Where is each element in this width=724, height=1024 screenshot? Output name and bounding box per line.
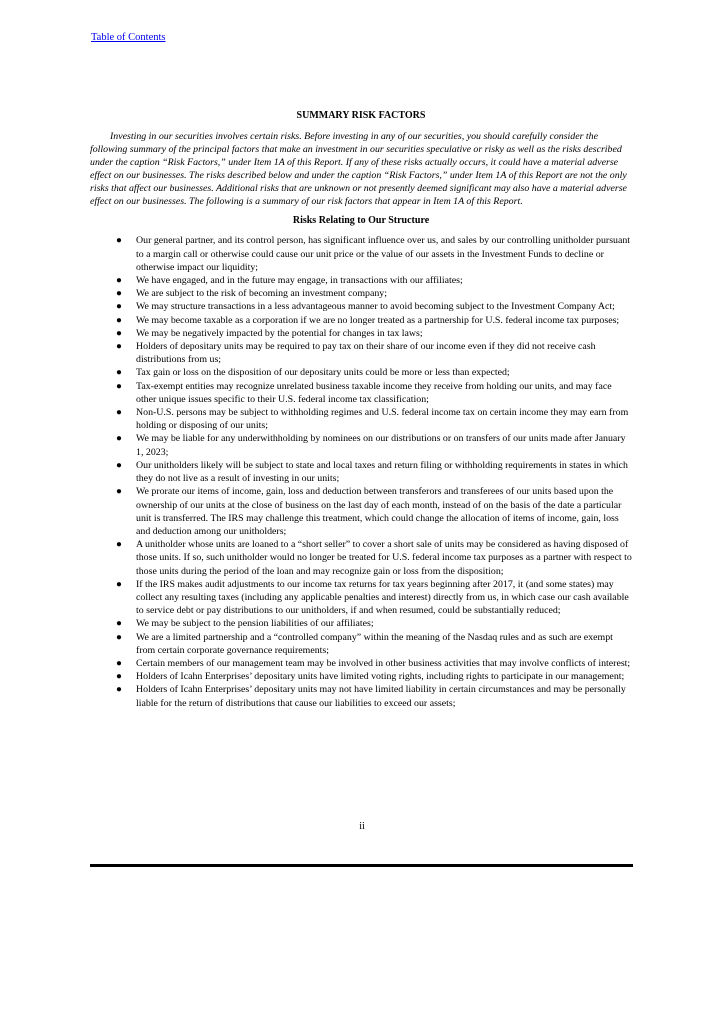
risk-text: We may be liable for any underwithholding by nominees on our distributions or on transfers of our units made after January 1, 2023;: [136, 433, 626, 458]
bullet-icon: ●: [116, 539, 122, 551]
risk-item: [90, 670, 632, 683]
risk-text: Tax gain or loss on the disposition of our depositary units could be more or less than expected;: [136, 367, 510, 379]
bullet-icon: ●: [116, 235, 122, 247]
bullet-icon: ●: [116, 459, 122, 471]
risk-item: [90, 631, 632, 657]
risk-text: Non-U.S. persons may be subject to withholding regimes and U.S. federal income tax on certain income they may earn from holding or disposing of our units;: [136, 407, 629, 432]
risk-item: [90, 300, 632, 313]
bullet-icon: ●: [116, 301, 122, 313]
bullet-icon: ●: [116, 407, 122, 419]
risk-item: [90, 459, 632, 485]
page-title: SUMMARY RISK FACTORS: [296, 110, 426, 121]
risk-item: [90, 617, 632, 630]
bullet-icon: ●: [116, 433, 122, 445]
bullet-icon: ●: [116, 314, 122, 326]
bullet-icon: ●: [116, 341, 122, 353]
bullet-icon: ●: [116, 578, 122, 590]
bullet-icon: ●: [116, 631, 122, 643]
risk-text: We may structure transactions in a less advantageous manner to avoid becoming subject to the Investment Company Act;: [136, 301, 615, 313]
page-content: [90, 110, 632, 710]
bullet-icon: ●: [116, 684, 122, 696]
bullet-icon: ●: [116, 275, 122, 287]
risk-text: A unitholder whose units are loaned to a “short seller” to cover a short sale of units may be considered as having disposed of those units. If so, such unitholder would no longer be treated for U.S. federal income tax purposes as a partner with respect to those units during the period of the loan and may recognize gain or loss from the disposition;: [136, 539, 632, 577]
risk-text: We prorate our items of income, gain, loss and deduction between transferors and transferees of our units based upon the ownership of our units at the close of business on the last day of each month, instead of on the basis of the date a particular unit is transferred. The IRS may challenge this treatment, which could change the allocation of items of income, gain, loss and deduction among our unitholders;: [136, 486, 622, 537]
risk-text: Our unitholders likely will be subject to state and local taxes and return filing or withholding requirements in states in which they do not live as a result of investing in our units;: [136, 459, 628, 485]
bullet-icon: ●: [116, 380, 122, 392]
risk-item: [90, 380, 632, 406]
page-divider: [90, 864, 633, 867]
risk-text: Certain members of our management team may be involved in other business activities that may involve conflicts of interest;: [136, 657, 631, 669]
intro-paragraph: Investing in our securities involves certain risks. Before investing in any of our securities, you should carefully consider the following summary of the principal factors that make an investment in our securities speculative or risky as well as the risks described under the caption “Risk Factors,” under Item 1A of this Report. If any of these risks actually occurs, it could have a material adverse effect on our businesses. The risks described below and under the caption “Risk Factors,” under Item 1A of this Report are not the only risks that affect our businesses. Additional risks that are unknown or not presently deemed significant may also have a material adverse effect on our businesses. The following is a summary of our risk factors that appear in Item 1A of this Report.: [90, 131, 627, 207]
risk-item: [90, 234, 632, 274]
bullet-icon: ●: [116, 367, 122, 379]
risk-text: We are subject to the risk of becoming an investment company;: [136, 288, 387, 300]
risk-item: [90, 274, 632, 287]
risk-text: If the IRS makes audit adjustments to our income tax returns for tax years beginning after 2017, it (and some states) may collect any resulting taxes (including any applicable penalties and interest) directly from us, in which case our cash available to service debt or pay distributions to our unitholders, if and when resumed, could be substantially reduced;: [136, 578, 629, 617]
risk-text: We may become taxable as a corporation if we are no longer treated as a partnership for U.S. federal income tax purposes;: [136, 314, 620, 326]
risk-item: [90, 683, 632, 709]
risk-text: Our general partner, and its control person, has significant influence over us, and sales by our controlling unitholder pursuant to a margin call or otherwise could cause our unit price or the value of our assets in the Investment Funds to decline or otherwise impact our liquidity;: [136, 235, 631, 273]
risk-item: [90, 366, 632, 379]
risk-item: [90, 538, 632, 578]
risk-text: Holders of depositary units may be required to pay tax on their share of our income even if they did not receive cash distributions from us;: [136, 341, 596, 366]
risk-item: [90, 432, 632, 458]
section-heading: Risks Relating to Our Structure: [292, 215, 430, 227]
risk-text: Holders of Icahn Enterprises’ depositary units may not have limited liability in certain circumstances and may be personally liable for the return of distributions that cause our liabilities to exceed our assets;: [136, 684, 626, 709]
risk-list: [90, 234, 632, 709]
bullet-icon: ●: [116, 671, 122, 683]
bullet-icon: ●: [116, 327, 122, 339]
risk-item: [90, 578, 632, 618]
risk-item: [90, 406, 632, 432]
risk-text: We may be negatively impacted by the potential for changes in tax laws;: [136, 327, 423, 339]
risk-text: Tax-exempt entities may recognize unrelated business taxable income they receive from holding our units, and may face other unique issues specific to their U.S. federal income tax classification;: [136, 380, 612, 405]
bullet-icon: ●: [116, 486, 122, 498]
risk-item: [90, 314, 632, 327]
page-number: ii: [359, 821, 365, 832]
risk-item: [90, 287, 632, 300]
risk-text: Holders of Icahn Enterprises’ depositary units have limited voting rights, including rights to participate in our management;: [136, 671, 625, 683]
risk-item: [90, 340, 632, 366]
risk-text: We may be subject to the pension liabilities of our affiliates;: [136, 618, 374, 630]
risk-item: [90, 657, 632, 670]
bullet-icon: ●: [116, 657, 122, 669]
table-of-contents-link[interactable]: Table of Contents: [91, 32, 166, 43]
risk-text: We have engaged, and in the future may engage, in transactions with our affiliates;: [136, 275, 463, 287]
bullet-icon: ●: [116, 618, 122, 630]
risk-item: [90, 485, 632, 538]
risk-text: We are a limited partnership and a “controlled company” within the meaning of the Nasdaq rules and as such are exempt from certain corporate governance requirements;: [136, 631, 613, 656]
risk-item: [90, 327, 632, 340]
bullet-icon: ●: [116, 288, 122, 300]
